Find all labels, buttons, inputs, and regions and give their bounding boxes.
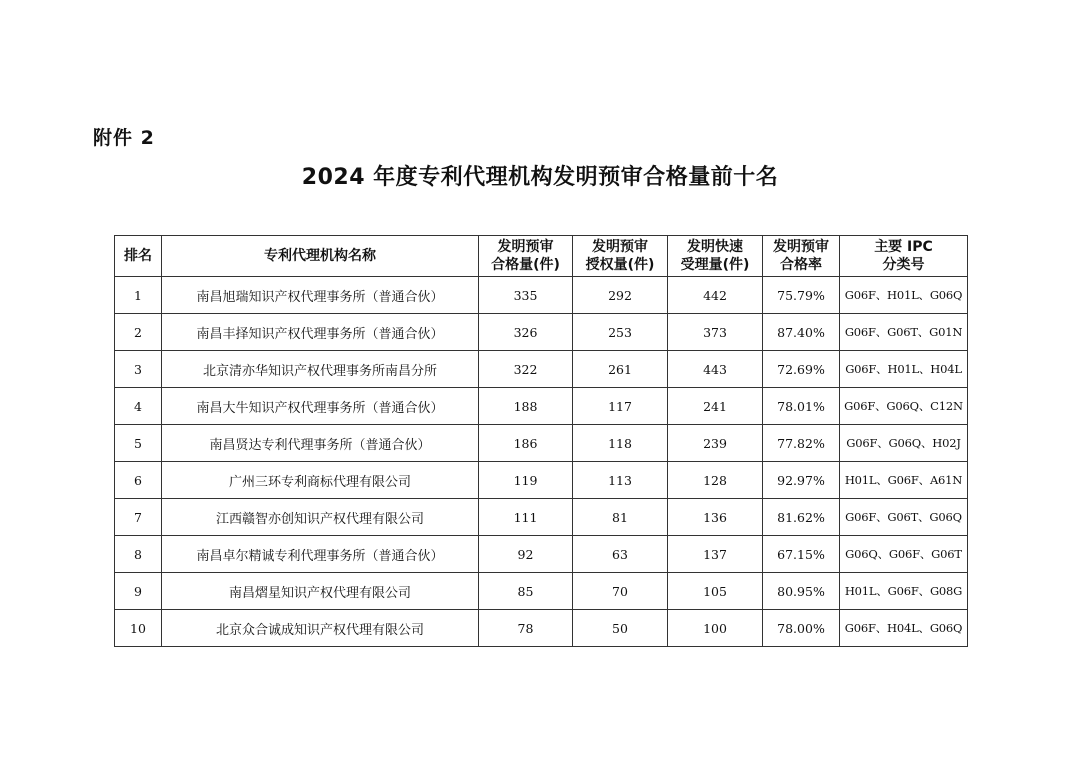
cell-rate: 92.97% [763,462,840,499]
header-ipc [840,236,968,277]
header-granted-line1: 发明预审 [592,239,648,255]
cell-ipc: G06F、H01L、G06Q [840,277,968,314]
cell-ipc: G06F、G06Q、H02J [840,425,968,462]
cell-agency-name: 南昌旭瑞知识产权代理事务所（普通合伙） [162,277,479,314]
header-granted [573,236,668,277]
table-row [115,351,968,388]
cell-qualified: 78 [479,610,573,647]
header-qualified [479,236,573,277]
cell-agency-name: 广州三环专利商标代理有限公司 [162,462,479,499]
cell-fast-accepted: 241 [668,388,763,425]
header-ipc-line2: 分类号 [882,257,925,273]
cell-agency-name: 南昌贤达专利代理事务所（普通合伙） [162,425,479,462]
cell-granted: 113 [573,462,668,499]
table-row [115,425,968,462]
cell-qualified: 335 [479,277,573,314]
header-agency-name [162,236,479,277]
cell-agency-name: 江西赣智亦创知识产权代理有限公司 [162,499,479,536]
cell-rank: 8 [115,536,162,573]
table-row [115,536,968,573]
cell-rank: 6 [115,462,162,499]
cell-ipc: G06Q、G06F、G06T [840,536,968,573]
header-rate [763,236,840,277]
cell-granted: 63 [573,536,668,573]
header-fast-accepted-line1: 发明快速 [687,239,743,255]
table-row [115,499,968,536]
cell-qualified: 186 [479,425,573,462]
cell-rate: 78.01% [763,388,840,425]
cell-rank: 4 [115,388,162,425]
cell-qualified: 85 [479,573,573,610]
header-qualified-line2: 合格量(件) [491,257,560,273]
cell-rank: 7 [115,499,162,536]
cell-fast-accepted: 373 [668,314,763,351]
header-qualified-line1: 发明预审 [497,239,554,255]
cell-qualified: 92 [479,536,573,573]
cell-granted: 81 [573,499,668,536]
cell-rank: 5 [115,425,162,462]
cell-agency-name: 北京清亦华知识产权代理事务所南昌分所 [162,351,479,388]
cell-granted: 50 [573,610,668,647]
table-row [115,388,968,425]
cell-rank: 1 [115,277,162,314]
cell-agency-name: 北京众合诚成知识产权代理有限公司 [162,610,479,647]
document-title: 2024 年度专利代理机构发明预审合格量前十名 [301,165,779,190]
cell-ipc: H01L、G06F、G08G [840,573,968,610]
table-row [115,610,968,647]
table-row [115,277,968,314]
header-fast-accepted [668,236,763,277]
cell-fast-accepted: 137 [668,536,763,573]
cell-rate: 78.00% [763,610,840,647]
table-row [115,462,968,499]
cell-rate: 75.79% [763,277,840,314]
table-row [115,573,968,610]
attachment-label: 附件 2 [93,127,155,149]
header-fast-accepted-line2: 受理量(件) [680,257,750,273]
header-granted-line2: 授权量(件) [585,257,655,273]
cell-qualified: 119 [479,462,573,499]
cell-fast-accepted: 239 [668,425,763,462]
cell-qualified: 322 [479,351,573,388]
cell-fast-accepted: 100 [668,610,763,647]
cell-rate: 81.62% [763,499,840,536]
cell-granted: 292 [573,277,668,314]
cell-rank: 3 [115,351,162,388]
cell-granted: 118 [573,425,668,462]
cell-qualified: 326 [479,314,573,351]
header-rank [115,236,162,277]
header-rank-label: 排名 [124,248,152,264]
cell-rank: 2 [115,314,162,351]
cell-rate: 87.40% [763,314,840,351]
cell-qualified: 188 [479,388,573,425]
cell-granted: 117 [573,388,668,425]
cell-agency-name: 南昌卓尔精诚专利代理事务所（普通合伙） [162,536,479,573]
cell-agency-name: 南昌熠星知识产权代理有限公司 [162,573,479,610]
header-ipc-line1: 主要 IPC [874,239,933,255]
header-agency-name-label: 专利代理机构名称 [264,248,376,264]
cell-granted: 70 [573,573,668,610]
cell-ipc: G06F、G06T、G01N [840,314,968,351]
cell-fast-accepted: 443 [668,351,763,388]
cell-agency-name: 南昌大牛知识产权代理事务所（普通合伙） [162,388,479,425]
cell-rate: 80.95% [763,573,840,610]
cell-fast-accepted: 128 [668,462,763,499]
header-rate-line1: 发明预审 [773,239,829,255]
header-rate-line2: 合格率 [780,257,822,273]
cell-agency-name: 南昌丰择知识产权代理事务所（普通合伙） [162,314,479,351]
cell-ipc: H01L、G06F、A61N [840,462,968,499]
cell-qualified: 111 [479,499,573,536]
cell-fast-accepted: 136 [668,499,763,536]
cell-rank: 9 [115,573,162,610]
cell-granted: 261 [573,351,668,388]
cell-granted: 253 [573,314,668,351]
cell-rate: 77.82% [763,425,840,462]
cell-fast-accepted: 442 [668,277,763,314]
cell-fast-accepted: 105 [668,573,763,610]
cell-rank: 10 [115,610,162,647]
cell-ipc: G06F、G06T、G06Q [840,499,968,536]
cell-ipc: G06F、G06Q、C12N [840,388,968,425]
table-row [115,314,968,351]
cell-ipc: G06F、H01L、H04L [840,351,968,388]
ranking-table [114,235,968,647]
cell-rate: 72.69% [763,351,840,388]
cell-rate: 67.15% [763,536,840,573]
table-header-row [115,236,968,277]
cell-ipc: G06F、H04L、G06Q [840,610,968,647]
